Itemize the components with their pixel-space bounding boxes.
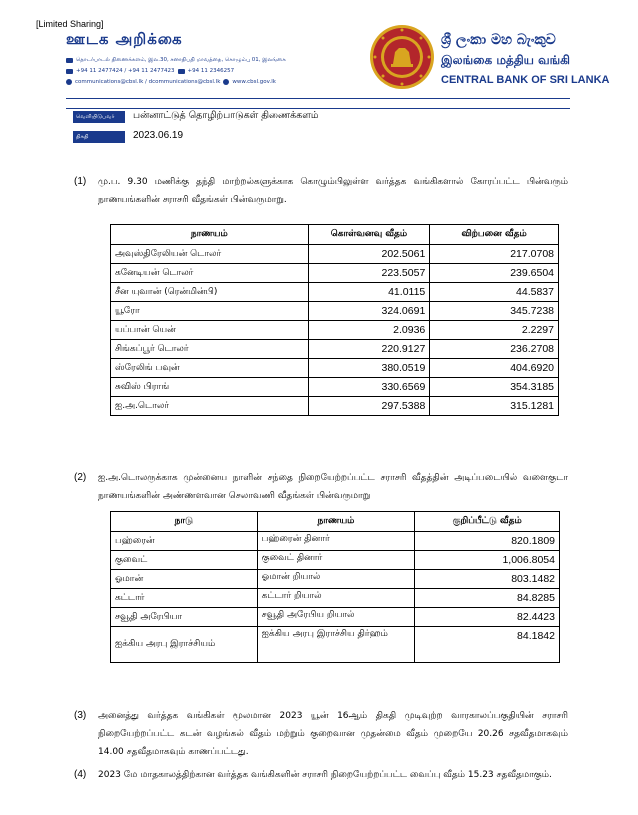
table-row (111, 570, 560, 589)
paragraph-number: (4) (74, 769, 87, 780)
sell-rate-cell: 239.6504 (430, 264, 559, 283)
country-cell: குவைட் (111, 551, 258, 570)
buy-rate-cell: 2.0936 (308, 321, 430, 340)
sell-rate-cell: 404.6920 (430, 359, 559, 378)
table-row (111, 608, 560, 627)
country-cell: கட்டார் (111, 589, 258, 608)
address-line (66, 57, 286, 64)
phone-line (66, 68, 234, 74)
central-bank-emblem-icon (369, 24, 435, 90)
currency-cell: ஓமான் றியால் (257, 570, 415, 589)
buy-rate-cell: 330.6569 (308, 378, 430, 397)
buy-rate-cell: 297.5388 (308, 397, 430, 416)
sell-rate-cell: 345.7238 (430, 302, 559, 321)
header-rule-bottom (66, 108, 570, 109)
currency-cell: கட்டார் றியால் (257, 589, 415, 608)
exchange-rates-table (110, 224, 559, 416)
header-country: நாடு (111, 512, 258, 532)
paragraph-text: அனைத்து வர்த்தக வங்கிகள் மூலமான 2023 யூன் 16ஆம் திகதி முடிவுற்ற வாரகாலப்பகுதியின் சராசரி நிறையேற்றப்பட்ட கடன் வழங்கல் வீதம் மற்றும் குறைவான முதன்மை வீதம் முறையே 20.26 சதவீதமாகவும் 14.00 சதவீதமாகவும் காணப்பட்டது. (98, 711, 568, 757)
currency-cell: சீன யுவான் (ரென்மின்பி) (111, 283, 309, 302)
rate-cell: 803.1482 (415, 570, 560, 589)
fax-text: +94 11 2346257 (187, 68, 235, 74)
issued-by-label: வெளியிடுபவர் (73, 111, 125, 123)
table-row (111, 589, 560, 608)
currency-cell: சவூதி அரேபிய றியால் (257, 608, 415, 627)
table-row (111, 627, 560, 663)
table-row (111, 283, 559, 302)
sell-rate-cell: 217.0708 (430, 245, 559, 264)
email-line (66, 79, 276, 85)
table-row (111, 264, 559, 283)
table-row (111, 245, 559, 264)
sell-rate-cell: 315.1281 (430, 397, 559, 416)
limited-sharing-label: [Limited Sharing] (36, 19, 104, 29)
press-release-title: ஊடக அறிக்கை (66, 30, 183, 48)
header-indicative-rate: குறிப்பீட்டு வீதம் (415, 512, 560, 532)
country-cell: ஓமான் (111, 570, 258, 589)
currency-cell: ஐக்கிய அரபு இராச்சிய திர்ஹம் (257, 627, 415, 663)
paragraph-text: 2023 மே மாதகாலத்திற்கான வர்த்தக வங்கிகளின் சராசரி நிறையேற்றப்பட்ட வைப்பு வீதம் 15.23 சதவீதமாகும். (98, 770, 552, 780)
sell-rate-cell: 236.2708 (430, 340, 559, 359)
currency-cell: சிங்கப்பூர் டொலர் (111, 340, 309, 359)
currency-cell: யப்பான் யென் (111, 321, 309, 340)
web-icon (223, 79, 229, 85)
rate-cell: 84.1842 (415, 627, 560, 663)
sell-rate-cell: 44.5837 (430, 283, 559, 302)
header-rule-top (66, 98, 570, 99)
rate-cell: 1,006.8054 (415, 551, 560, 570)
buy-rate-cell: 380.0519 (308, 359, 430, 378)
paragraph-number: (1) (74, 176, 87, 187)
paragraph-1 (74, 173, 568, 209)
table-row (111, 302, 559, 321)
currency-cell: குவைட் தினார் (257, 551, 415, 570)
country-cell: ஐக்கிய அரபு இராச்சியம் (111, 627, 258, 663)
table-header-row (111, 512, 560, 532)
currency-cell: ஸ்ரேலிங் பவுன் (111, 359, 309, 378)
bank-name-tamil: இலங்கை மத்திய வங்கி (441, 53, 570, 67)
phone-text: +94 11 2477424 / +94 11 2477423 (76, 68, 175, 74)
sell-rate-cell: 354.3185 (430, 378, 559, 397)
sell-rate-cell: 2.2297 (430, 321, 559, 340)
date-label: திகதி (73, 131, 125, 143)
paragraph-3 (74, 707, 568, 761)
email-icon (66, 79, 72, 85)
buy-rate-cell: 41.0115 (308, 283, 430, 302)
rate-cell: 820.1809 (415, 532, 560, 551)
table-row (111, 321, 559, 340)
website-text: www.cbsl.gov.lk (232, 79, 276, 85)
country-cell: பஹ்ரைன் (111, 532, 258, 551)
bank-name-english: CENTRAL BANK OF SRI LANKA (441, 74, 610, 86)
buy-rate-cell: 324.0691 (308, 302, 430, 321)
table-row (111, 359, 559, 378)
currency-cell: கனேடியன் டொலர் (111, 264, 309, 283)
paragraph-number: (3) (74, 710, 87, 721)
country-cell: சவூதி அரேபியா (111, 608, 258, 627)
table-row (111, 532, 560, 551)
currency-cell: அவுஸ்திரேலியன் டொலர் (111, 245, 309, 264)
rate-cell: 82.4423 (415, 608, 560, 627)
currency-cell: பஹ்ரைன் தினார் (257, 532, 415, 551)
currency-cell: ஐ.அ.டொலர் (111, 397, 309, 416)
table-row (111, 378, 559, 397)
currency-cell: சுவிஸ் பிராங் (111, 378, 309, 397)
paragraph-number: (2) (74, 472, 87, 483)
gulf-currency-rates-table (110, 511, 560, 663)
email-text: communications@cbsl.lk / dcommunications@cbsl.lk (75, 79, 221, 85)
header-selling-rate: விற்பனை வீதம் (430, 225, 559, 245)
phone-icon (66, 69, 73, 74)
currency-cell: யூரோ (111, 302, 309, 321)
table-header-row (111, 225, 559, 245)
buy-rate-cell: 202.5061 (308, 245, 430, 264)
mail-icon (66, 58, 73, 63)
paragraph-2 (74, 469, 568, 505)
table-row (111, 340, 559, 359)
paragraph-text: மு.ப. 9.30 மணிக்கு தந்தி மாற்றல்களுக்காக கொழும்பிலுள்ள வர்த்தக வங்கிகளால் கோரப்பட்ட பின்வரும் நாணயங்களின் சராசரி வீதங்கள் பின்வருமாறு. (98, 177, 568, 205)
buy-rate-cell: 220.9127 (308, 340, 430, 359)
header-buying-rate: கொள்வனவு வீதம் (308, 225, 430, 245)
table-row (111, 397, 559, 416)
header-currency: நாணயம் (111, 225, 309, 245)
address-text: தொடர்பாடல் திணைக்களம், இல.30, சனாதிபதி மாவத்தை, கொழும்பு 01, இலங்கை (76, 57, 286, 63)
paragraph-text: ஐ.அ.டொலருக்காக முன்னைய நாளின் சந்தை நிறையேற்றப்பட்ட சராசரி வீதத்தின் அடிப்படையில் வளைகுடா நாணயங்களின் அண்ணளவான செலாவணி வீதங்கள் பின்வருமாறு (98, 473, 568, 501)
paragraph-4 (74, 766, 568, 784)
issued-by-value: பன்னாட்டுத் தொழிற்பாடுகள் திணைக்களம் (133, 110, 319, 121)
fax-icon (178, 69, 185, 74)
rate-cell: 84.8285 (415, 589, 560, 608)
bank-name-sinhala: ශ්‍රී ලංකා මහ බැංකුව (441, 32, 556, 48)
header-currency: நாணயம் (257, 512, 415, 532)
date-value: 2023.06.19 (133, 130, 184, 141)
table-row (111, 551, 560, 570)
buy-rate-cell: 223.5057 (308, 264, 430, 283)
